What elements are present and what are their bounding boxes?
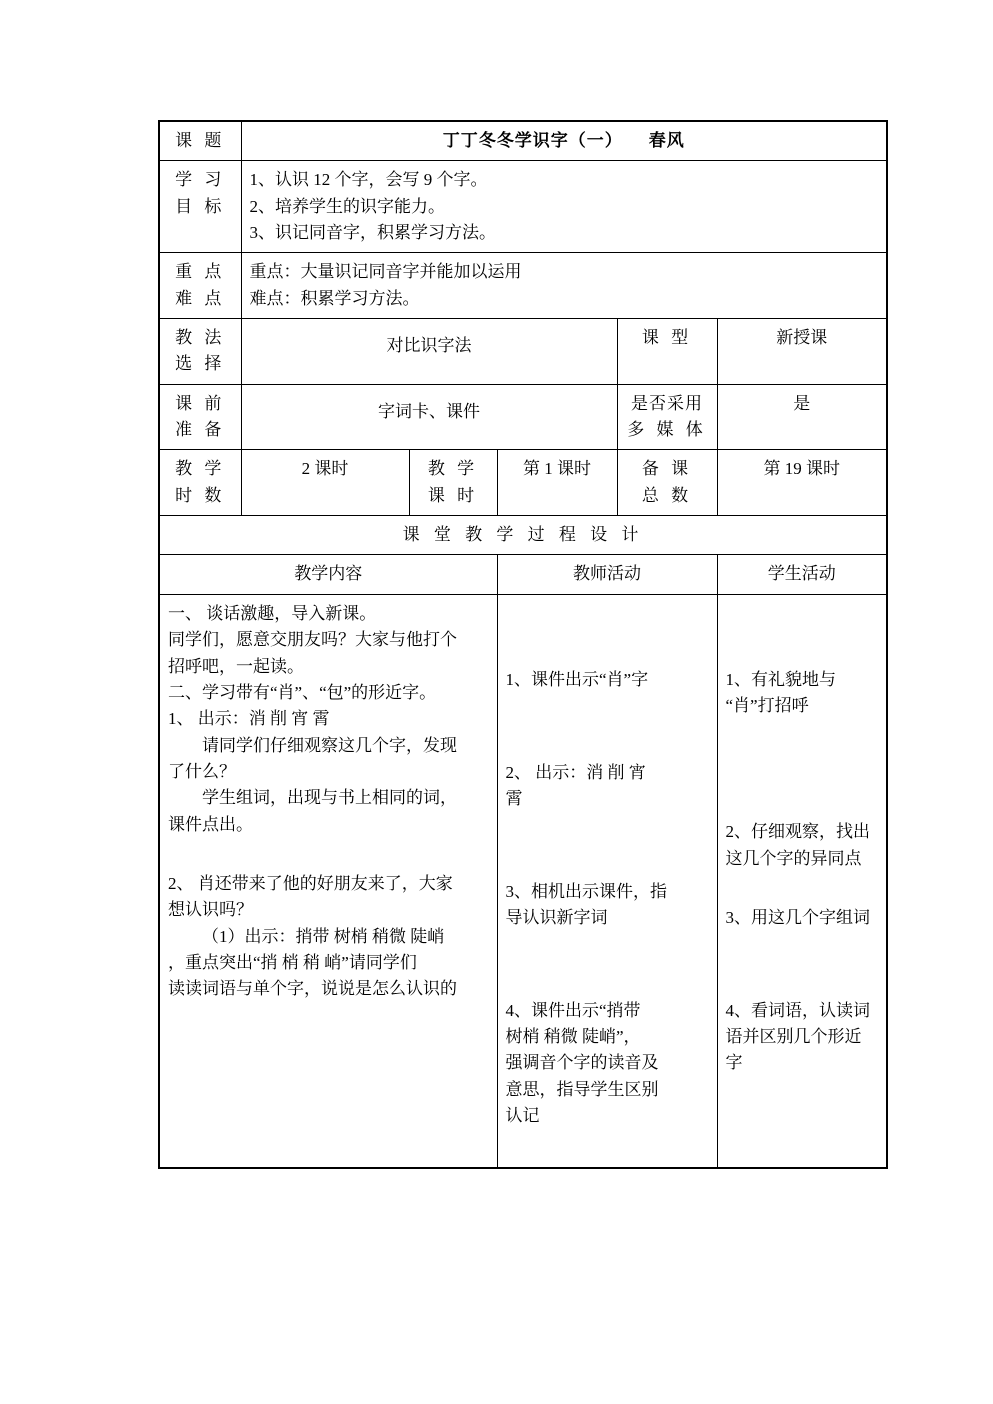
subject-title-sub: 春风 xyxy=(648,131,685,150)
focus-label-line1: 重 点 xyxy=(175,262,226,282)
prepare-label-line2: 准 备 xyxy=(175,420,226,440)
student-line-11: 3、用这几个字组词 xyxy=(725,908,870,928)
method-label xyxy=(159,319,241,385)
focus-line-1: 重点：大量识记同音字并能加以运用 xyxy=(249,262,522,282)
media-label-line1: 是否采用 xyxy=(631,393,703,413)
method-label-line1: 教 法 xyxy=(175,328,226,348)
content-line-10 xyxy=(168,838,489,871)
total-label-line2: 总 数 xyxy=(641,485,693,505)
subject-title-cell xyxy=(241,121,887,161)
teacher-line-2 xyxy=(506,634,709,667)
teacher-line-16: 强调音个字的读音及 xyxy=(505,1053,659,1073)
prepare-label xyxy=(159,384,241,450)
student-line-5 xyxy=(726,720,879,753)
hours-label-line1: 教 学 xyxy=(175,459,226,479)
content-line-6: 请同学们仔细观察这几个字，发现 xyxy=(202,735,457,755)
teacher-line-3: 1、课件出示“肖”字 xyxy=(505,670,649,690)
period-label xyxy=(409,450,497,516)
media-label xyxy=(617,384,717,450)
content-line-11: 2、 肖还带来了他的好朋友来了，大家 xyxy=(168,874,453,894)
student-line-9: 这几个字的异同点 xyxy=(725,848,862,868)
focus-label xyxy=(159,253,241,319)
teacher-line-4 xyxy=(506,693,709,726)
student-line-2 xyxy=(726,634,879,667)
student-line-8: 2、仔细观察，找出 xyxy=(725,822,870,842)
method-value: 对比识字法 xyxy=(241,319,617,385)
focus-label-line2: 难 点 xyxy=(175,288,226,308)
student-line-6 xyxy=(726,753,879,786)
student-line-16: 字 xyxy=(725,1053,743,1073)
teacher-line-8 xyxy=(506,812,709,845)
table-row-subject xyxy=(159,121,887,161)
lesson-plan-table xyxy=(158,120,888,1169)
period-label-line1: 教 学 xyxy=(427,459,479,479)
content-line-2: 同学们，愿意交朋友吗？大家与他打个 xyxy=(168,630,457,650)
table-row-prepare xyxy=(159,384,887,450)
teacher-line-13 xyxy=(506,965,709,998)
table-row-focus xyxy=(159,253,887,319)
student-column xyxy=(717,594,887,1168)
student-line-3: 1、有礼貌地与 xyxy=(725,670,836,690)
teacher-line-10: 3、相机出示课件，指 xyxy=(505,881,667,901)
process-title: 课 堂 教 学 过 程 设 计 xyxy=(159,516,887,555)
teacher-line-5 xyxy=(506,727,709,760)
hours-label xyxy=(159,450,241,516)
student-line-12 xyxy=(726,931,879,964)
goal-label-line1: 学 习 xyxy=(175,170,226,190)
student-line-13 xyxy=(726,965,879,998)
student-line-15: 语并区别几个形近 xyxy=(725,1027,862,1046)
period-label-line2: 课 时 xyxy=(427,485,479,505)
content-line-4: 二、学习带有“肖”、“包”的形近字。 xyxy=(168,682,437,702)
lesson-plan-page xyxy=(158,120,886,1169)
class-type-label: 课 型 xyxy=(617,319,717,385)
goal-line-3: 3、识记同音字，积累学习方法。 xyxy=(249,223,496,243)
column-header-content: 教学内容 xyxy=(159,555,497,594)
table-row-column-headers xyxy=(159,555,887,594)
hours-label-line2: 时 数 xyxy=(175,485,226,505)
content-line-15: 读读词语与单个字，说说是怎么认识的 xyxy=(168,979,457,999)
content-line-8: 学生组词，出现与书上相同的词， xyxy=(202,788,457,808)
media-value: 是 xyxy=(717,384,887,450)
table-row-goals xyxy=(159,161,887,253)
goal-label-line2: 目 标 xyxy=(175,196,226,216)
content-line-14: ，重点突出“捎 梢 稍 峭”请同学们 xyxy=(168,953,417,973)
column-header-teacher: 教师活动 xyxy=(497,555,717,594)
goal-line-2: 2、培养学生的识字能力。 xyxy=(249,196,445,216)
content-line-12: 想认识吗？ xyxy=(168,900,253,920)
media-label-line2: 多 媒 体 xyxy=(627,420,707,440)
content-line-13: （1）出示：捎带 树梢 稍微 陡峭 xyxy=(202,926,445,946)
content-line-7: 了什么？ xyxy=(168,761,236,781)
teacher-line-7: 霄 xyxy=(505,789,523,809)
teacher-line-18: 认记 xyxy=(505,1106,540,1126)
column-header-student: 学生活动 xyxy=(717,555,887,594)
subject-title-main: 丁丁冬冬学识字（一） xyxy=(442,131,623,150)
prepare-value: 字词卡、课件 xyxy=(241,384,617,450)
content-column xyxy=(159,594,497,1168)
content-line-1: 一、 谈话激趣，导入新课。 xyxy=(168,603,377,623)
student-line-4: “肖”打招呼 xyxy=(725,696,809,716)
total-label-line1: 备 课 xyxy=(641,459,693,479)
class-type-value: 新授课 xyxy=(717,319,887,385)
total-label xyxy=(617,450,717,516)
total-value: 第 19 课时 xyxy=(717,450,887,516)
teacher-line-11: 导认识新字词 xyxy=(505,908,608,928)
teacher-line-9 xyxy=(506,846,709,879)
student-line-1 xyxy=(726,601,879,634)
teacher-column xyxy=(497,594,717,1168)
hours-value: 2 课时 xyxy=(241,450,409,516)
teacher-line-1 xyxy=(506,601,709,634)
content-line-3: 招呼吧，一起读。 xyxy=(168,656,304,676)
content-line-9: 课件点出。 xyxy=(168,814,253,834)
student-line-14: 4、看词语，认读词 xyxy=(725,1000,870,1020)
teacher-line-17: 意思，指导学生区别 xyxy=(505,1079,659,1099)
content-line-5: 1、 出示：消 削 宵 霄 xyxy=(168,709,330,729)
goal-content xyxy=(241,161,887,253)
table-row-process-title xyxy=(159,516,887,555)
student-line-10 xyxy=(726,872,879,905)
table-row-process-body xyxy=(159,594,887,1168)
teacher-line-14: 4、课件出示“捎带 xyxy=(505,1000,641,1020)
period-value: 第 1 课时 xyxy=(497,450,617,516)
focus-line-2: 难点：积累学习方法。 xyxy=(249,288,420,308)
teacher-line-6: 2、 出示：消 削 宵 xyxy=(505,762,646,782)
goal-label xyxy=(159,161,241,253)
goal-line-1: 1、认识 12 个字，会写 9 个字。 xyxy=(249,170,488,190)
subject-label: 课 题 xyxy=(159,121,241,161)
student-line-7 xyxy=(726,786,879,819)
method-label-line2: 选 择 xyxy=(175,354,226,374)
teacher-line-12 xyxy=(506,931,709,964)
table-row-method xyxy=(159,319,887,385)
teacher-line-15: 树梢 稍微 陡峭”， xyxy=(505,1027,641,1046)
table-row-hours xyxy=(159,450,887,516)
prepare-label-line1: 课 前 xyxy=(175,393,226,413)
focus-content xyxy=(241,253,887,319)
